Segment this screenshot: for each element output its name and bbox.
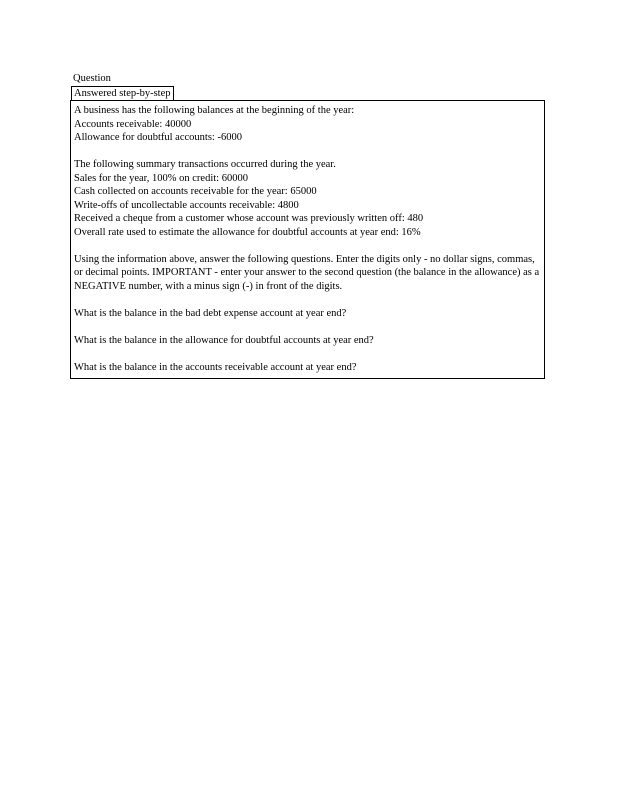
- transaction-item: Cash collected on accounts receivable for the year: 65000: [74, 186, 317, 197]
- question-heading: Question: [73, 73, 111, 84]
- transaction-item: Overall rate used to estimate the allowance for doubtful accounts at year end: 16%: [74, 226, 421, 238]
- question-box: [70, 100, 545, 379]
- transactions-intro: The following summary transactions occurred during the year.: [74, 159, 336, 170]
- opening-balances: [74, 104, 541, 145]
- question-item: [74, 361, 541, 375]
- instructions: [74, 253, 541, 294]
- instructions-text: Using the information above, answer the following questions. Enter the digits only - no dollar signs, commas, or decimal points. IMPORTANT - enter your answer to the second question (the balance in the allowance) as a NEGATIVE number, with a minus sign (-) in front of the digits.: [74, 253, 540, 292]
- question-text: What is the balance in the allowance for doubtful accounts at year end?: [74, 334, 374, 346]
- question-item: [74, 334, 541, 348]
- question-text: What is the balance in the bad debt expense account at year end?: [74, 307, 347, 319]
- accounts-receivable-balance: Accounts receivable: 40000: [74, 118, 192, 130]
- transaction-item: Write-offs of uncollectable accounts receivable: 4800: [74, 199, 299, 211]
- transactions-list: [74, 158, 541, 239]
- transaction-item: Received a cheque from a customer whose account was previously written off: 480: [74, 213, 424, 224]
- balances-intro: A business has the following balances at the beginning of the year:: [74, 105, 355, 116]
- question-text: What is the balance in the accounts receivable account at year end?: [74, 361, 357, 373]
- question-item: [74, 307, 541, 321]
- allowance-balance: Allowance for doubtful accounts: -6000: [74, 132, 242, 143]
- transaction-item: Sales for the year, 100% on credit: 60000: [74, 172, 248, 184]
- answered-badge: Answered step-by-step: [71, 86, 174, 101]
